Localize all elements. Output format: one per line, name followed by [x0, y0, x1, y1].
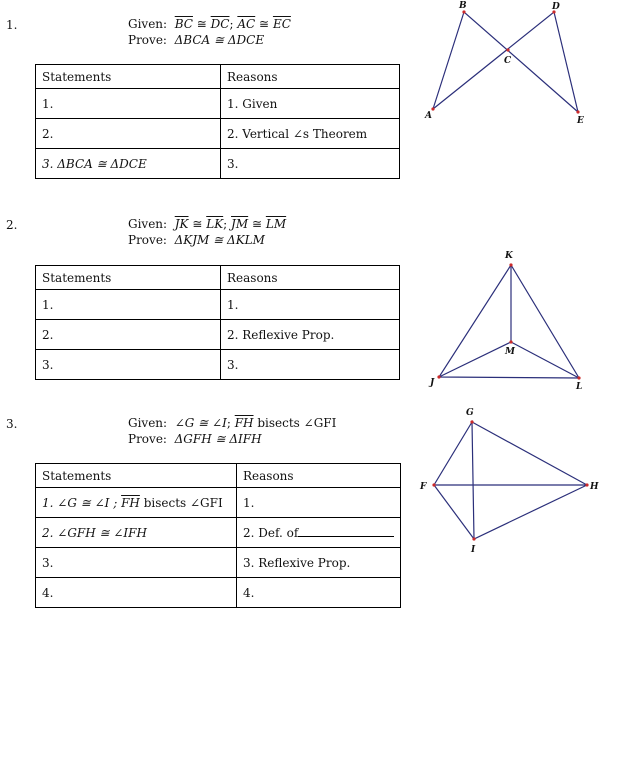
reason-cell[interactable]: 1.	[237, 488, 401, 518]
table-row	[36, 488, 401, 518]
label-g: G	[466, 408, 474, 418]
table-row	[36, 518, 401, 548]
reason-cell[interactable]: 1.	[221, 290, 400, 320]
table-row	[36, 149, 400, 179]
label-m: M	[505, 347, 515, 357]
label-k: K	[505, 251, 513, 261]
reason-cell[interactable]: 3. Reflexive Prop.	[237, 548, 401, 578]
point-e	[576, 110, 579, 113]
table-row	[36, 89, 400, 119]
table-row	[36, 290, 400, 320]
reason-cell[interactable]: 3.	[221, 149, 400, 179]
reasons-header: Reasons	[221, 266, 400, 290]
problem-1-given	[128, 16, 291, 32]
reason-cell[interactable]: 4.	[237, 578, 401, 608]
label-e: E	[577, 116, 584, 126]
statement-cell[interactable]: 3.	[36, 548, 237, 578]
label-c: C	[504, 56, 512, 66]
reasons-header: Reasons	[237, 464, 401, 488]
statement-cell[interactable]: 2.	[36, 320, 221, 350]
statements-header: Statements	[36, 65, 221, 89]
problem-1-diagram	[420, 0, 590, 130]
table-row	[36, 548, 401, 578]
reason-cell[interactable]: 1. Given	[221, 89, 400, 119]
table-row	[36, 119, 400, 149]
problem-1-number: 1.	[6, 18, 18, 32]
prove-statement: ΔGFH ≅ ΔIFH	[174, 432, 262, 446]
statement-cell[interactable]: 3.	[36, 350, 221, 380]
point-j	[437, 375, 440, 378]
reason-cell[interactable]: 3.	[221, 350, 400, 380]
statements-header: Statements	[36, 266, 221, 290]
problem-2-diagram	[425, 245, 595, 395]
problem-2-proof-table	[35, 265, 400, 380]
table-row	[36, 320, 400, 350]
given-label: Given:	[128, 17, 168, 31]
prove-label: Prove:	[128, 432, 167, 446]
table-row	[36, 350, 400, 380]
problem-3-given-prove	[128, 415, 336, 447]
problem-2-number: 2.	[6, 218, 18, 232]
kite-gfih	[434, 422, 587, 539]
problem-3-diagram	[415, 400, 615, 560]
point-m	[509, 340, 512, 343]
segment-bc: $\overline{BC}$	[174, 17, 193, 31]
table-header-row	[36, 464, 401, 488]
separator: ;	[223, 217, 228, 231]
statement-cell[interactable]: 4.	[36, 578, 237, 608]
label-i: I	[471, 545, 476, 555]
angle-congruence: ∠G ≅ ∠I	[174, 416, 227, 430]
statement-cell[interactable]	[36, 488, 237, 518]
segment-ac: $\overline{AC}$	[237, 17, 256, 31]
point-h	[585, 483, 588, 486]
triangle-jkl	[439, 265, 579, 378]
problem-3-given	[128, 415, 336, 431]
reason-cell[interactable]: 2. Reflexive Prop.	[221, 320, 400, 350]
problem-3-prove	[128, 431, 336, 447]
reason-text: 2. Def. of	[243, 525, 299, 540]
reason-cell[interactable]	[237, 518, 401, 548]
problem-2-given-prove	[128, 216, 286, 248]
segment-lm: $\overline{LM}$	[265, 217, 287, 231]
problem-2-prove	[128, 232, 286, 248]
problem-3-proof-table	[35, 463, 401, 608]
congruent-sign: ≅	[259, 17, 270, 31]
segment-ec: $\overline{EC}$	[272, 17, 291, 31]
problem-3-number: 3.	[6, 417, 18, 431]
segment-fh: $\overline{FH}$	[121, 495, 140, 510]
segment-lk: $\overline{LK}$	[206, 217, 224, 231]
segment-gh	[472, 422, 587, 485]
statement-cell[interactable]: 1.	[36, 290, 221, 320]
segment-fi	[434, 485, 474, 539]
congruent-sign: ≅	[192, 217, 203, 231]
problem-2-given	[128, 216, 286, 232]
statement-text: bisects ∠GFI	[143, 495, 223, 510]
congruent-sign: ≅	[251, 217, 263, 231]
segment-dc: $\overline{DC}$	[210, 17, 230, 31]
label-l: L	[576, 382, 583, 392]
table-header-row	[36, 266, 400, 290]
problem-1-proof-table	[35, 64, 400, 179]
segment-jm: $\overline{JM}$	[231, 217, 249, 231]
bisects-text: bisects ∠GFI	[257, 416, 337, 430]
segment-jk: $\overline{JK}$	[174, 217, 189, 231]
label-a: A	[425, 111, 432, 121]
fill-in-blank[interactable]	[298, 526, 394, 537]
point-g	[470, 420, 473, 423]
separator: ;	[229, 17, 234, 31]
reason-cell[interactable]: 2. Vertical ∠s Theorem	[221, 119, 400, 149]
label-d: D	[552, 2, 560, 12]
label-h: H	[590, 482, 599, 492]
separator: ;	[226, 416, 231, 430]
point-i	[472, 537, 475, 540]
prove-statement: ΔBCA ≅ ΔDCE	[174, 33, 265, 47]
table-row	[36, 578, 401, 608]
point-k	[509, 263, 512, 266]
prove-label: Prove:	[128, 233, 167, 247]
statement-cell[interactable]: 3. ΔBCA ≅ ΔDCE	[36, 149, 221, 179]
label-j: J	[430, 378, 435, 388]
given-label: Given:	[128, 217, 168, 231]
problem-1-prove	[128, 32, 291, 48]
statements-header: Statements	[36, 464, 237, 488]
statement-cell[interactable]: 1.	[36, 89, 221, 119]
prove-label: Prove:	[128, 33, 167, 47]
statement-text: 1. ∠G ≅ ∠I ;	[42, 495, 118, 510]
label-f: F	[420, 482, 427, 492]
prove-statement: ΔKJM ≅ ΔKLM	[174, 233, 265, 247]
point-l	[577, 376, 580, 379]
label-b: B	[459, 1, 467, 11]
table-header-row	[36, 65, 400, 89]
segment-fh: $\overline{FH}$	[234, 416, 254, 430]
point-c	[506, 48, 509, 51]
congruent-sign: ≅	[196, 17, 207, 31]
reasons-header: Reasons	[221, 65, 400, 89]
statement-cell[interactable]: 2.	[36, 119, 221, 149]
given-label: Given:	[128, 416, 168, 430]
problem-1-given-prove	[128, 16, 291, 48]
statement-cell[interactable]: 2. ∠GFH ≅ ∠IFH	[36, 518, 237, 548]
point-f	[432, 483, 435, 486]
